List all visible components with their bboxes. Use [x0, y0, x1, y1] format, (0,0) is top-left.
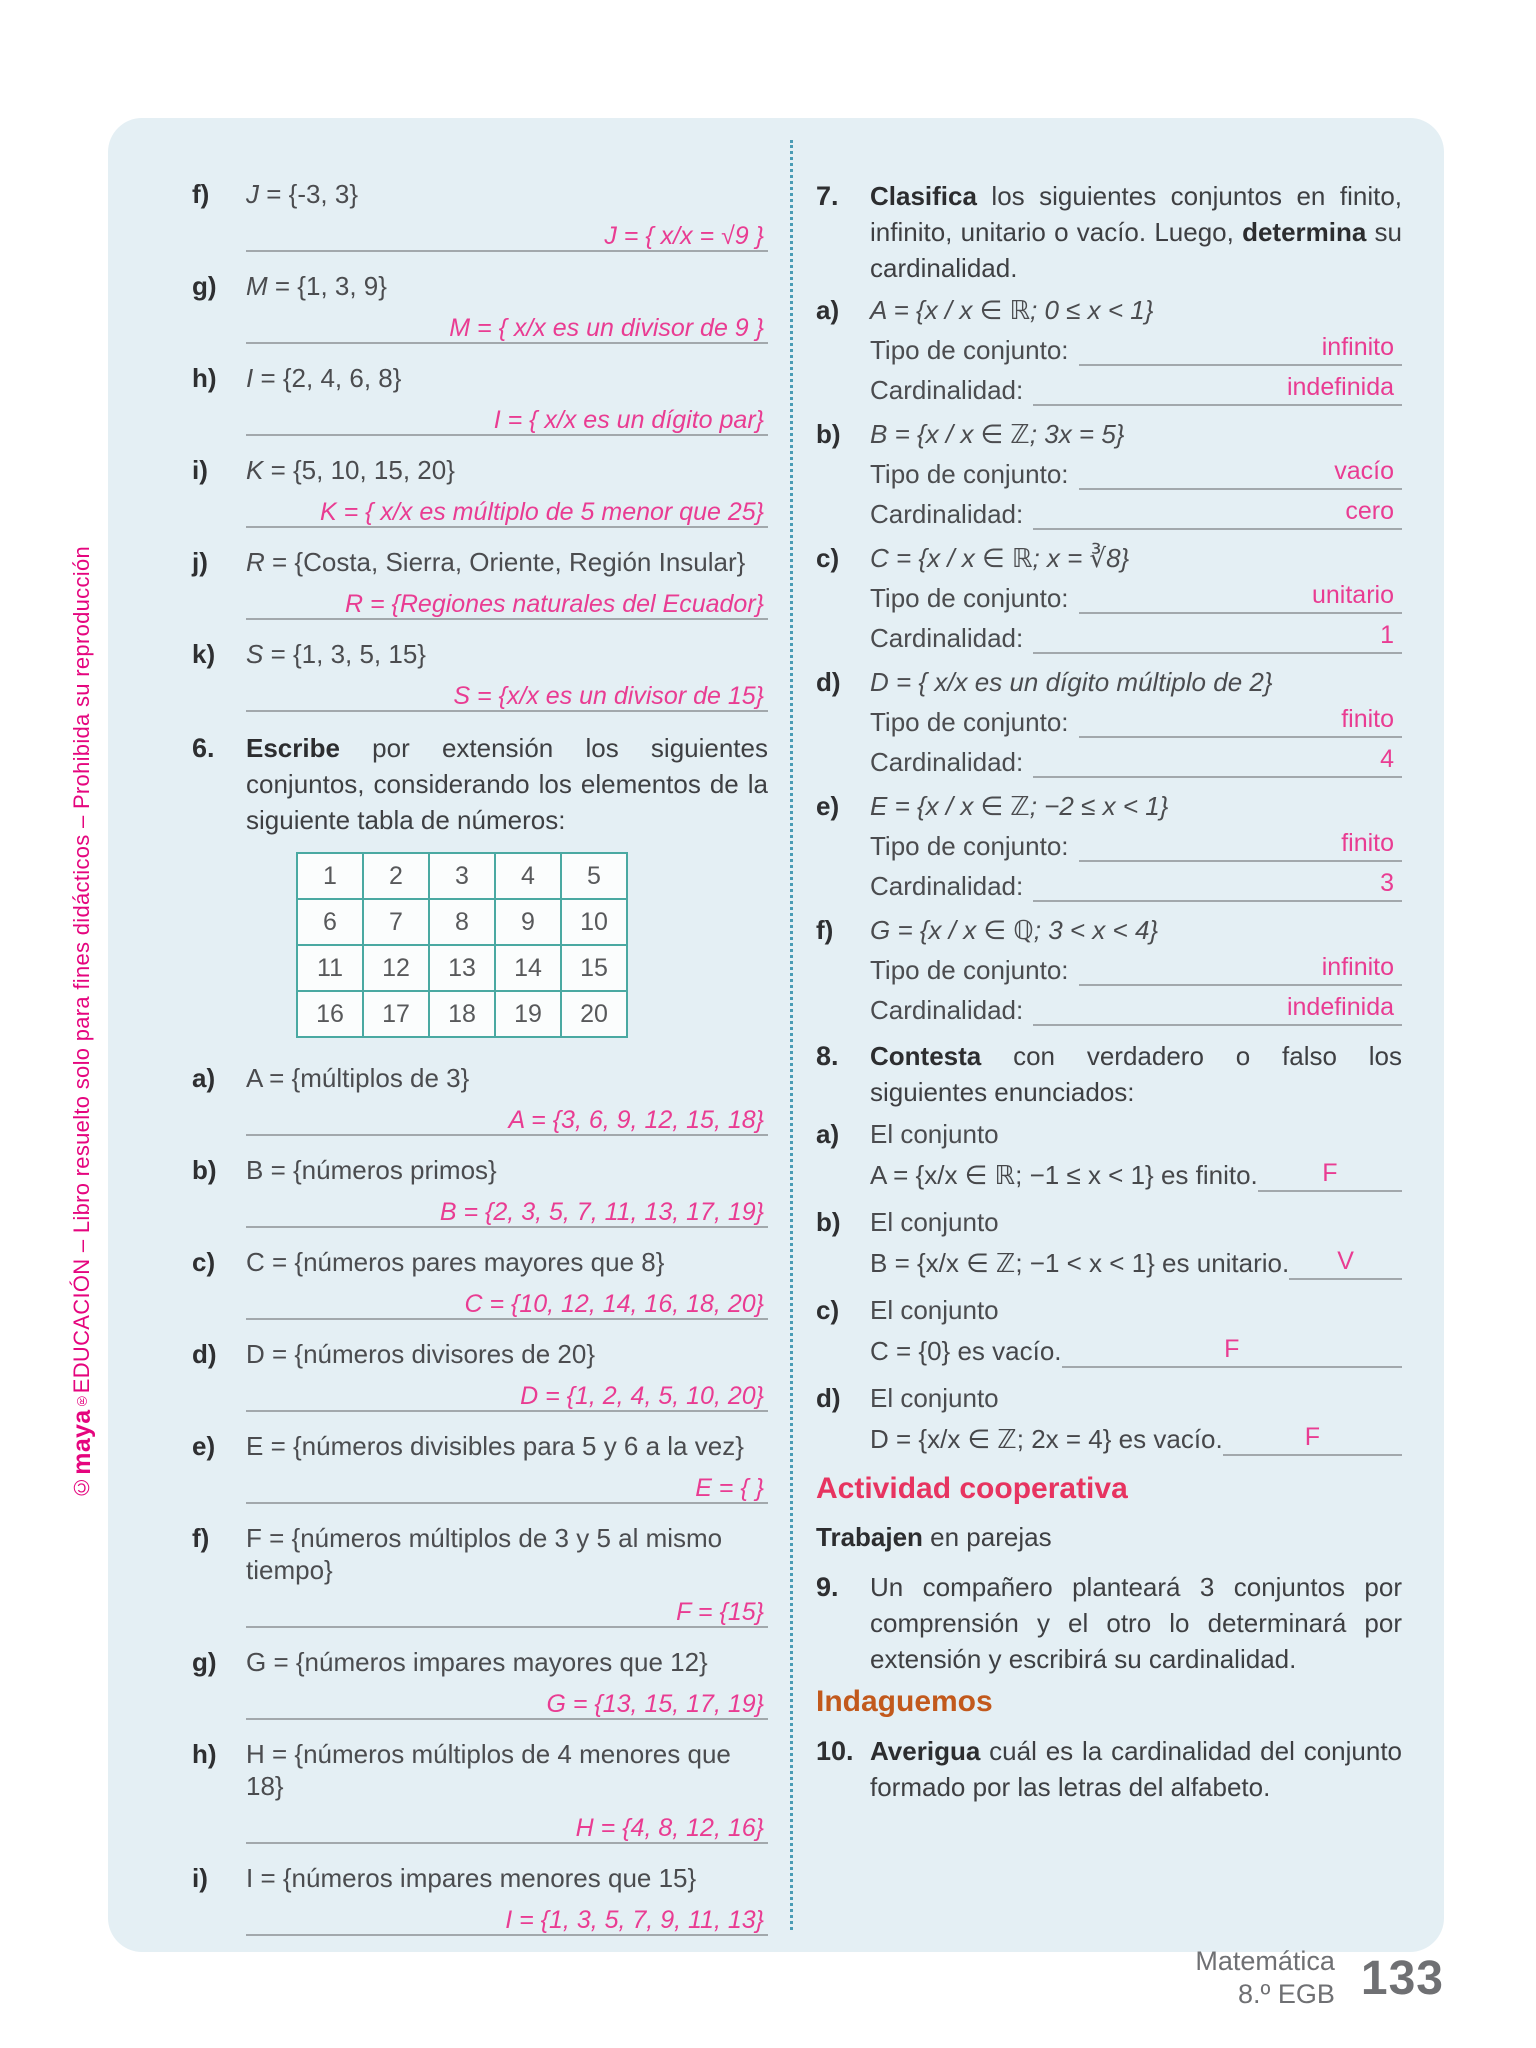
true-false-answer: F: [1062, 1335, 1402, 1368]
answer-line: [246, 1378, 768, 1412]
set-formula: B = {x / x ∈ ℤ; 3x = 5}: [870, 419, 1125, 449]
set-formula: A = {x / x ∈ ℝ; 0 ≤ x < 1}: [870, 295, 1154, 325]
item-label: e): [816, 791, 840, 821]
exercise-number: 9.: [816, 1572, 839, 1602]
answer-text: I = {1, 3, 5, 7, 9, 11, 13}: [505, 1906, 764, 1934]
exercise8-item-c: [816, 1294, 1402, 1368]
answer-line: [246, 1810, 768, 1844]
exercise5-item-k: [192, 638, 768, 712]
item-intro: El conjunto: [870, 1119, 999, 1149]
item-intro: El conjunto: [870, 1295, 999, 1325]
set-definition: = {5, 10, 15, 20}: [263, 455, 455, 485]
right-column: [790, 118, 1444, 1952]
answer-line: [246, 494, 768, 528]
brand-logo-text: maya: [68, 1409, 96, 1475]
cardinalidad-label: Cardinalidad:: [870, 995, 1024, 1025]
registered-symbol: ®: [74, 1393, 90, 1410]
table-cell: 18: [429, 991, 495, 1037]
item-label: g): [192, 271, 217, 301]
set-definition: = {Costa, Sierra, Oriente, Región Insular}: [264, 547, 746, 577]
item-label: i): [192, 455, 208, 485]
item-label: a): [192, 1063, 216, 1093]
answer-text: J = { x/x = √9 }: [604, 222, 764, 250]
table-cell: 14: [495, 945, 561, 991]
exercise7-item-d: [816, 666, 1402, 778]
table-cell: 9: [495, 899, 561, 945]
item-label: h): [192, 363, 217, 393]
exercise9-text: Un compañero planteará 3 conjuntos por comprensión y el otro lo determinará por extensión y escribirá su cardinalidad.: [870, 1572, 1402, 1674]
answer-text: R = {Regiones naturales del Ecuador}: [344, 590, 764, 618]
exercise-number: 10.: [816, 1736, 854, 1766]
page-footer: [1195, 1945, 1444, 2013]
answer-text: D = {1, 2, 4, 5, 10, 20}: [520, 1382, 764, 1410]
tipo-label: Tipo de conjunto:: [870, 955, 1069, 985]
column-divider: [790, 140, 793, 1930]
item-label: i): [192, 1863, 208, 1893]
statement-text: C = {0} es vacío.: [870, 1336, 1062, 1366]
exercise6-intro: [192, 730, 768, 838]
item-label: b): [816, 419, 841, 449]
set-definition: = {2, 4, 6, 8}: [253, 363, 402, 393]
answer-text: H = {4, 8, 12, 16}: [575, 1814, 764, 1842]
table-cell: 20: [561, 991, 627, 1037]
table-cell: 1: [297, 853, 363, 899]
answer-line: [246, 1194, 768, 1228]
answer-line: [246, 218, 768, 252]
statement-text: D = {x/x ∈ ℤ; 2x = 4} es vacío.: [870, 1424, 1223, 1454]
exercise6-item-d: [192, 1338, 768, 1412]
tipo-label: Tipo de conjunto:: [870, 831, 1069, 861]
cardinalidad-answer: indefinida: [1033, 373, 1402, 406]
answer-text: K = { x/x es múltiplo de 5 menor que 25}: [319, 498, 764, 526]
answer-text: I = { x/x es un dígito par}: [493, 406, 764, 434]
exercise5-item-j: [192, 546, 768, 620]
set-variable: R: [246, 547, 265, 577]
exercise8-item-a: [816, 1118, 1402, 1192]
item-label: h): [192, 1739, 217, 1769]
exercise9: [816, 1569, 1402, 1677]
table-cell: 6: [297, 899, 363, 945]
exercise8-item-d: [816, 1382, 1402, 1456]
item-intro: El conjunto: [870, 1207, 999, 1237]
exercise7-item-a: [816, 294, 1402, 406]
set-variable: M: [246, 271, 268, 301]
table-cell: 12: [363, 945, 429, 991]
exercise5-item-i: [192, 454, 768, 528]
table-cell: 17: [363, 991, 429, 1037]
numbers-table: [296, 852, 628, 1038]
answer-line: [246, 1102, 768, 1136]
exercise6-item-b: [192, 1154, 768, 1228]
exercise7-item-f: [816, 914, 1402, 1026]
cardinalidad-answer: 3: [1033, 869, 1402, 902]
answer-text: A = {3, 6, 9, 12, 15, 18}: [508, 1106, 764, 1134]
answer-line: [246, 1594, 768, 1628]
exercise6-item-c: [192, 1246, 768, 1320]
tipo-answer: infinito: [1079, 333, 1402, 366]
table-cell: 5: [561, 853, 627, 899]
set-definition: I = {números impares menores que 15}: [246, 1863, 697, 1893]
set-formula: D = { x/x es un dígito múltiplo de 2}: [870, 667, 1273, 697]
set-variable: K: [246, 455, 264, 485]
lead-word: determina: [1242, 217, 1367, 247]
tipo-answer: finito: [1079, 705, 1402, 738]
true-false-answer: F: [1223, 1423, 1402, 1456]
lead-word: Trabajen: [816, 1522, 923, 1552]
exercise7-item-e: [816, 790, 1402, 902]
set-definition: F = {números múltiplos de 3 y 5 al mismo tiempo}: [246, 1523, 723, 1585]
exercise10: [816, 1733, 1402, 1805]
answer-line: [246, 402, 768, 436]
notice-text: – Libro resuelto solo para fines didácticos – Prohibida su reproducción: [69, 545, 94, 1259]
table-cell: 13: [429, 945, 495, 991]
table-cell: 8: [429, 899, 495, 945]
set-formula: C = {x / x ∈ ℝ; x = ∛8}: [870, 543, 1130, 573]
copyright-symbol: ©: [69, 1474, 94, 1500]
item-label: d): [816, 1383, 841, 1413]
set-definition: B = {números primos}: [246, 1155, 497, 1185]
cardinalidad-label: Cardinalidad:: [870, 747, 1024, 777]
cardinalidad-label: Cardinalidad:: [870, 623, 1024, 653]
item-label: f): [192, 1523, 210, 1553]
item-label: c): [192, 1247, 216, 1277]
table-cell: 19: [495, 991, 561, 1037]
table-cell: 11: [297, 945, 363, 991]
tipo-answer: finito: [1079, 829, 1402, 862]
set-variable: S: [246, 639, 264, 669]
lead-word: Clasifica: [870, 181, 977, 211]
sidebar-copyright-notice: [68, 420, 97, 1500]
exercise8-item-b: [816, 1206, 1402, 1280]
item-label: a): [816, 1119, 840, 1149]
item-intro: El conjunto: [870, 1383, 999, 1413]
lead-word: Averigua: [870, 1736, 981, 1766]
true-false-answer: F: [1258, 1159, 1402, 1192]
brand-suffix: EDUCACIÓN: [69, 1258, 94, 1394]
set-definition: A = {múltiplos de 3}: [246, 1063, 470, 1093]
answer-text: B = {2, 3, 5, 7, 11, 13, 17, 19}: [439, 1198, 764, 1226]
answer-line: [246, 1286, 768, 1320]
cardinalidad-label: Cardinalidad:: [870, 375, 1024, 405]
cardinalidad-answer: 1: [1033, 621, 1402, 654]
left-column: [108, 118, 790, 1952]
tipo-label: Tipo de conjunto:: [870, 335, 1069, 365]
answer-line: [246, 1902, 768, 1936]
table-cell: 10: [561, 899, 627, 945]
set-variable: J: [246, 179, 259, 209]
exercise5-item-g: [192, 270, 768, 344]
exercise5-item-f: [192, 178, 768, 252]
set-formula: G = {x / x ∈ ℚ; 3 < x < 4}: [870, 915, 1159, 945]
set-definition: H = {números múltiplos de 4 menores que 18}: [246, 1739, 731, 1801]
true-false-answer: V: [1289, 1247, 1402, 1280]
table-cell: 16: [297, 991, 363, 1037]
content-panel: [108, 118, 1444, 1952]
exercise-number: 8.: [816, 1041, 839, 1071]
answer-line: [246, 1470, 768, 1504]
exercise6-item-e: [192, 1430, 768, 1504]
set-definition: = {1, 3, 9}: [267, 271, 387, 301]
tipo-label: Tipo de conjunto:: [870, 583, 1069, 613]
exercise6-item-h: [192, 1738, 768, 1844]
item-label: f): [816, 915, 834, 945]
footer-subject: Matemática: [1195, 1945, 1335, 1976]
tipo-label: Tipo de conjunto:: [870, 707, 1069, 737]
answer-text: G = {13, 15, 17, 19}: [546, 1690, 764, 1718]
set-definition: = {1, 3, 5, 15}: [263, 639, 426, 669]
intro-text: su cardinalidad.: [870, 217, 1402, 283]
statement-text: B = {x/x ∈ ℤ; −1 < x < 1} es unitario.: [870, 1248, 1290, 1278]
intro-text: por extensión los siguientes conjuntos, considerando los elementos de la siguiente tabla de números:: [246, 733, 768, 835]
page-number: 133: [1360, 1951, 1444, 2005]
lead-word: Contesta: [870, 1041, 982, 1071]
exercise6-item-i: [192, 1862, 768, 1936]
item-label: c): [816, 1295, 840, 1325]
table-cell: 2: [363, 853, 429, 899]
exercise6-item-g: [192, 1646, 768, 1720]
footer-grade: 8.º EGB: [1238, 1979, 1335, 2010]
exercise8-intro: [816, 1038, 1402, 1110]
lead-word: Escribe: [246, 733, 340, 763]
item-label: d): [816, 667, 841, 697]
intro-text: los siguientes conjuntos en finito, infinito, unitario o vacío. Luego,: [870, 181, 1402, 247]
cardinalidad-answer: 4: [1033, 745, 1402, 778]
answer-line: [246, 678, 768, 712]
item-label: b): [192, 1155, 217, 1185]
cooperative-activity-heading: Actividad cooperativa: [816, 1472, 1128, 1505]
item-label: k): [192, 639, 216, 669]
answer-line: [246, 586, 768, 620]
answer-text: E = { }: [695, 1474, 764, 1502]
set-definition: = {-3, 3}: [259, 179, 359, 209]
tipo-answer: infinito: [1079, 953, 1402, 986]
item-label: e): [192, 1431, 216, 1461]
exercise7-item-b: [816, 418, 1402, 530]
item-label: j): [192, 547, 208, 577]
lead-rest: en parejas: [922, 1522, 1052, 1552]
set-definition: E = {números divisibles para 5 y 6 a la vez}: [246, 1431, 744, 1461]
table-cell: 7: [363, 899, 429, 945]
answer-text: C = {10, 12, 14, 16, 18, 20}: [464, 1290, 764, 1318]
exercise10-text: cuál es la cardinalidad del conjunto formado por las letras del alfabeto.: [870, 1736, 1402, 1802]
set-variable: I: [246, 363, 254, 393]
item-label: d): [192, 1339, 217, 1369]
answer-text: M = { x/x es un divisor de 9 }: [449, 314, 764, 342]
exercise5-item-h: [192, 362, 768, 436]
exercise6-item-f: [192, 1522, 768, 1628]
exercise7-item-c: [816, 542, 1402, 654]
exercise-number: 7.: [816, 181, 839, 211]
tipo-answer: vacío: [1079, 457, 1402, 490]
set-formula: E = {x / x ∈ ℤ; −2 ≤ x < 1}: [870, 791, 1169, 821]
set-definition: G = {números impares mayores que 12}: [246, 1647, 708, 1677]
tipo-label: Tipo de conjunto:: [870, 459, 1069, 489]
cardinalidad-label: Cardinalidad:: [870, 871, 1024, 901]
item-label: c): [816, 543, 840, 573]
indaguemos-heading: Indaguemos: [816, 1685, 993, 1718]
set-definition: D = {números divisores de 20}: [246, 1339, 596, 1369]
exercise6-item-a: [192, 1062, 768, 1136]
set-definition: C = {números pares mayores que 8}: [246, 1247, 665, 1277]
table-cell: 15: [561, 945, 627, 991]
exercise-number: 6.: [192, 733, 215, 763]
item-label: f): [192, 179, 210, 209]
statement-text: A = {x/x ∈ ℝ; −1 ≤ x < 1} es finito.: [870, 1160, 1258, 1190]
item-label: b): [816, 1207, 841, 1237]
cardinalidad-answer: indefinida: [1033, 993, 1402, 1026]
item-label: a): [816, 295, 840, 325]
item-label: g): [192, 1647, 217, 1677]
work-in-pairs-line: [816, 1522, 1402, 1553]
answer-text: S = {x/x es un divisor de 15}: [453, 682, 764, 710]
exercise7-intro: [816, 178, 1402, 286]
tipo-answer: unitario: [1079, 581, 1402, 614]
intro-text: con verdadero o falso los siguientes enunciados:: [870, 1041, 1402, 1107]
answer-line: [246, 1686, 768, 1720]
cardinalidad-answer: cero: [1033, 497, 1402, 530]
answer-line: [246, 310, 768, 344]
answer-text: F = {15}: [676, 1598, 764, 1626]
cardinalidad-label: Cardinalidad:: [870, 499, 1024, 529]
table-cell: 3: [429, 853, 495, 899]
table-cell: 4: [495, 853, 561, 899]
